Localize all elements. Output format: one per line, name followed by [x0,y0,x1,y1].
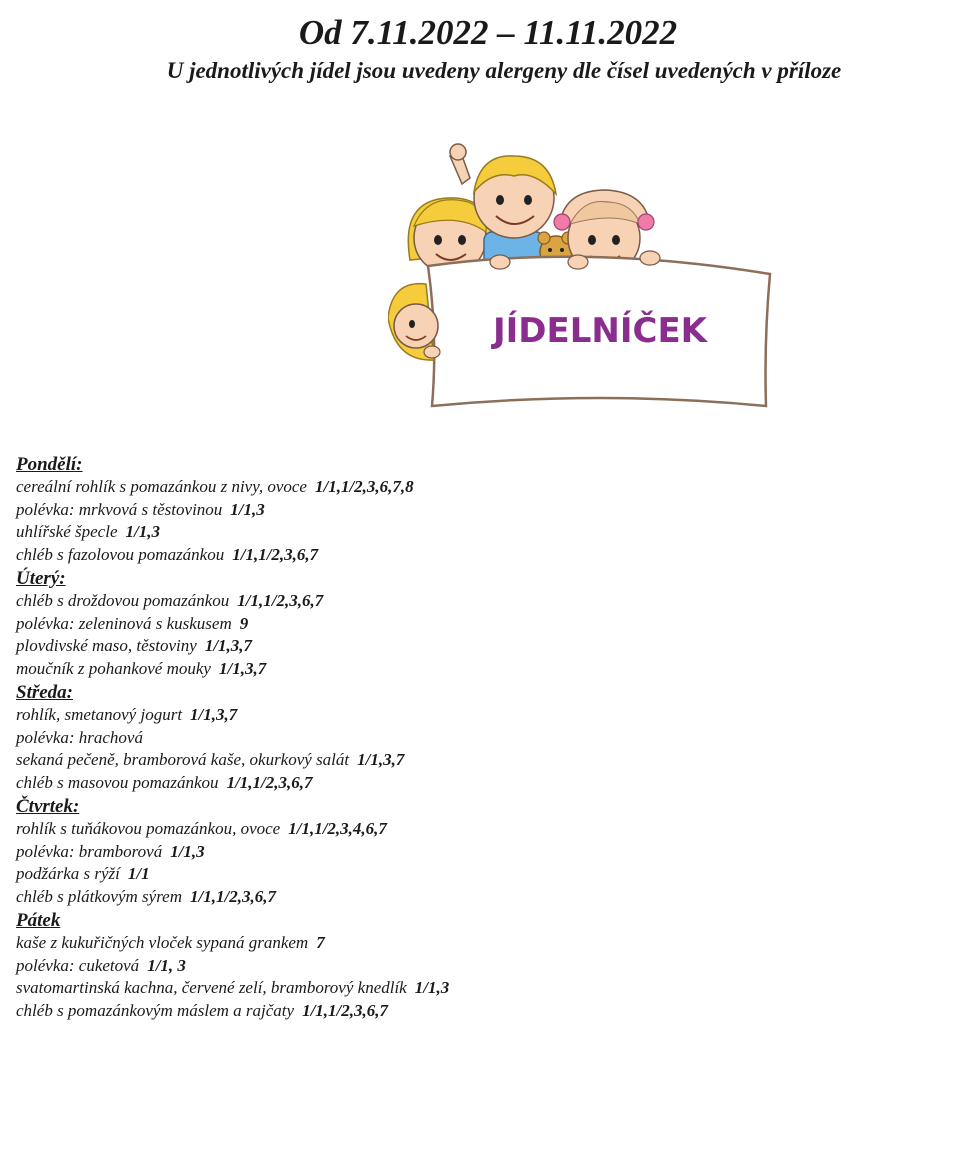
day-heading-friday: Pátek [16,910,61,931]
allergen-codes: 7 [316,933,325,952]
day-heading-thursday: Čtvrtek: [16,796,80,817]
menu-item [16,932,936,955]
menu-item [16,658,936,681]
allergen-codes: 9 [239,613,249,633]
dish-name: plovdivské maso, těstoviny [16,636,197,655]
allergen-codes: 1/1,1/2,3,6,7 [232,544,319,564]
dish-name: podžárka s rýží [16,864,120,883]
page-title: Od 7.11.2022 – 11.11.2022 [298,13,678,52]
dish-name: uhlířské špecle [16,522,118,541]
allergen-codes: 1/1,1/2,3,6,7 [237,591,324,610]
menu-item [16,590,936,613]
allergen-codes: 1/1,3 [170,841,205,861]
dish-name: sekaná pečeně, bramborová kaše, okurkový salát [16,750,350,769]
day-heading-monday: Pondělí: [16,454,83,475]
menu-item [16,1000,936,1023]
allergen-codes: 1/1,3 [125,522,160,541]
menu-item [16,521,936,544]
dish-name: chléb s fazolovou pomazánkou [16,544,225,564]
allergen-codes: 1/1,3,7 [357,750,405,769]
allergen-codes: 1/1,1/2,3,4,6,7 [288,819,387,838]
sign-text: JÍDELNÍČEK [492,311,708,351]
allergen-codes: 1/1,1/2,3,6,7 [226,772,313,792]
dish-name: polévka: zeleninová s kuskusem [16,613,232,633]
day-heading-tuesday: Úterý: [16,568,66,589]
allergen-codes: 1/1,1/2,3,6,7,8 [314,477,414,496]
weekly-menu [16,452,936,1022]
allergen-codes: 1/1,3 [230,499,265,519]
dish-name: chléb s droždovou pomazánkou [16,591,230,610]
dish-name: rohlík, smetanový jogurt [16,705,183,724]
dish-name: polévka: cuketová [16,955,140,975]
children-menu-illustration [388,140,778,415]
menu-item [16,818,936,841]
dish-name: chléb s pomazánkovým máslem a rajčaty [16,1000,295,1020]
allergen-codes: 1/1,3,7 [190,705,238,724]
menu-item [16,977,936,1000]
day-heading-wednesday: Středa: [16,682,73,703]
dish-name: cereální rohlík s pomazánkou z nivy, ovoce [16,477,307,496]
menu-item [16,749,936,772]
menu-item [16,955,936,978]
allergen-codes: 1/1,1/2,3,6,7 [190,886,276,906]
menu-item [16,886,936,909]
dish-name: kaše z kukuřičných vloček sypaná grankem [16,933,309,952]
page-subtitle: U jednotlivých jídel jsou uvedeny alergeny dle čísel uvedených v příloze [166,58,842,83]
menu-item [16,727,936,750]
dish-name: svatomartinská kachna, červené zelí, bramborový knedlík [16,978,407,997]
menu-item [16,841,936,864]
dish-name: polévka: mrkvová s těstovinou [16,499,223,519]
dish-name: chléb s masovou pomazánkou [16,772,219,792]
menu-item [16,772,936,795]
menu-item [16,476,936,499]
allergen-codes: 1/1,3,7 [218,658,267,678]
menu-item [16,863,936,886]
allergen-codes: 1/1,3 [414,978,450,997]
dish-name: moučník z pohankové mouky [16,658,211,678]
allergen-codes: 1/1 [127,864,150,883]
allergen-codes: 1/1, 3 [147,955,186,975]
dish-name: rohlík s tuňákovou pomazánkou, ovoce [16,819,281,838]
menu-item [16,704,936,727]
menu-item [16,544,936,567]
dish-name: polévka: hrachová [16,727,143,747]
dish-name: polévka: bramborová [16,841,163,861]
allergen-codes: 1/1,1/2,3,6,7 [302,1000,389,1020]
menu-item [16,613,936,636]
menu-item [16,499,936,522]
allergen-codes: 1/1,3,7 [204,636,253,655]
dish-name: chléb s plátkovým sýrem [16,886,183,906]
menu-item [16,635,936,658]
